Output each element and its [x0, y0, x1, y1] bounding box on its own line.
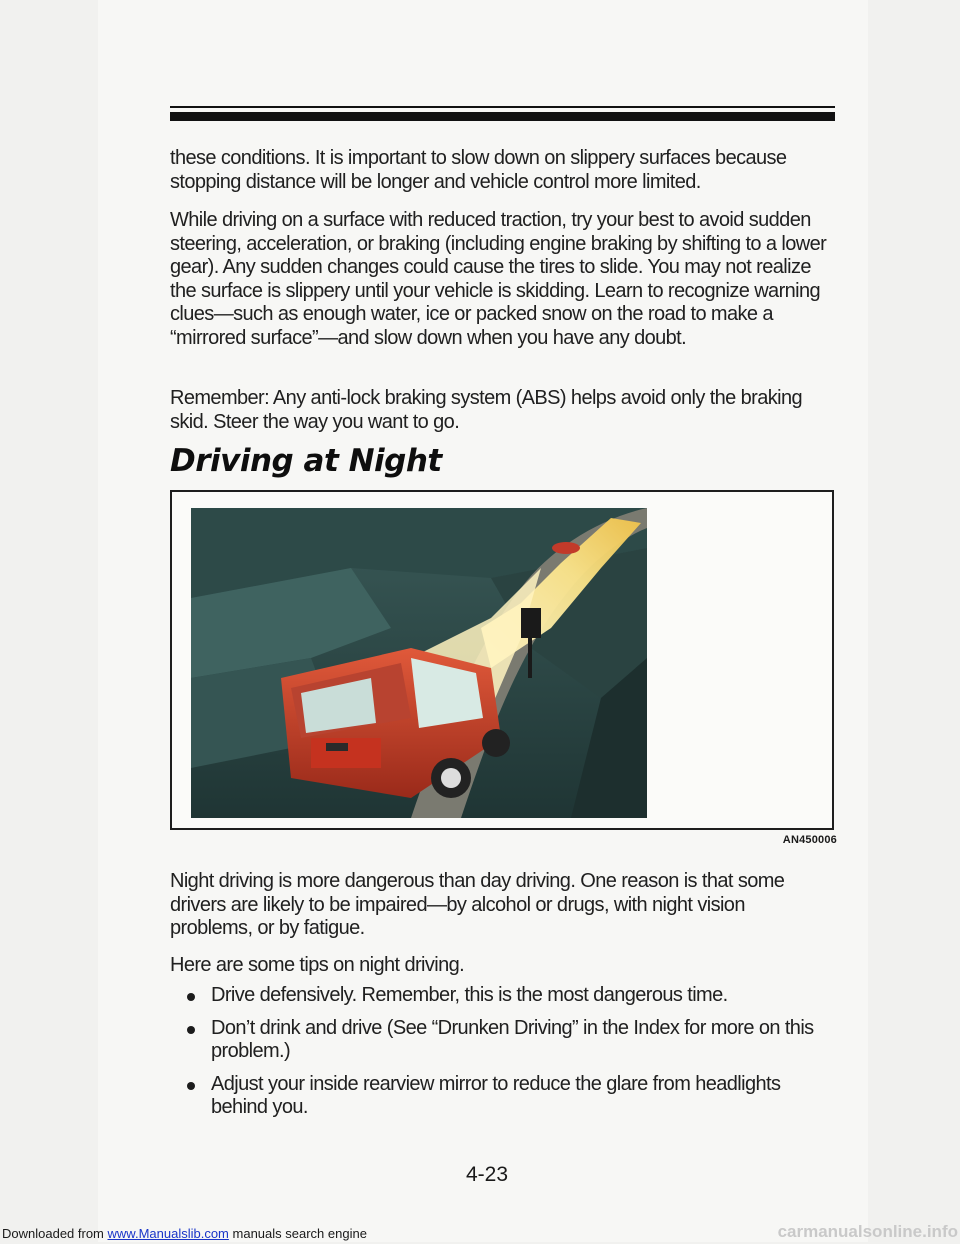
footer: [0, 1222, 960, 1242]
list-item: [170, 1073, 830, 1120]
list-item: [170, 984, 830, 1008]
night-driving-illustration: [191, 508, 647, 818]
list-item-text: Adjust your inside rearview mirror to reduce the glare from headlights behind you.: [211, 1072, 781, 1118]
bullet-icon: [187, 1082, 195, 1090]
list-item-text: Don’t drink and drive (See “Drunken Driving” in the Index for more on this problem.): [211, 1016, 814, 1062]
paragraph-reduced-traction: While driving on a surface with reduced traction, try your best to avoid sudden steering, acceleration, or braking (including engine braking by shifting to a lower gear). Any sudden changes could cause the tires to slide. You may not realize the surface is slippery until your vehicle is skidding. Learn to recognize warning clues—such as enough water, ice or packed snow on the road to make a “mirrored surface”—and slow down when you have any doubt.: [170, 209, 827, 349]
footer-suffix: manuals search engine: [232, 1226, 367, 1241]
section-divider: [170, 112, 835, 121]
watermark: carmanualsonline.info: [777, 1222, 958, 1241]
paragraph-abs-reminder: Remember: Any anti-lock braking system (ABS) helps avoid only the braking skid. Steer the way you want to go.: [170, 387, 803, 433]
footer-prefix: Downloaded from: [2, 1226, 104, 1241]
paragraph-slippery-surfaces: these conditions. It is important to slow down on slippery surfaces because stopping distance will be longer and vehicle control more limited.: [170, 147, 787, 193]
bullet-icon: [187, 1026, 195, 1034]
figure-code: AN450006: [782, 834, 837, 846]
paragraph-tips-intro: Here are some tips on night driving.: [170, 954, 465, 976]
list-item-text: Drive defensively. Remember, this is the most dangerous time.: [211, 984, 728, 1006]
page-number: 4-23: [466, 1163, 509, 1186]
bullet-icon: [187, 993, 195, 1001]
download-credit: [2, 1224, 367, 1244]
manualslib-link[interactable]: www.Manualslib.com: [107, 1226, 229, 1241]
paragraph-night-danger: Night driving is more dangerous than day driving. One reason is that some drivers are likely to be impaired—by alcohol or drugs, with night vision problems, or by fatigue.: [170, 870, 785, 939]
section-heading: Driving at Night: [170, 443, 442, 479]
night-driving-tips: [170, 984, 830, 1129]
list-item: [170, 1017, 830, 1064]
